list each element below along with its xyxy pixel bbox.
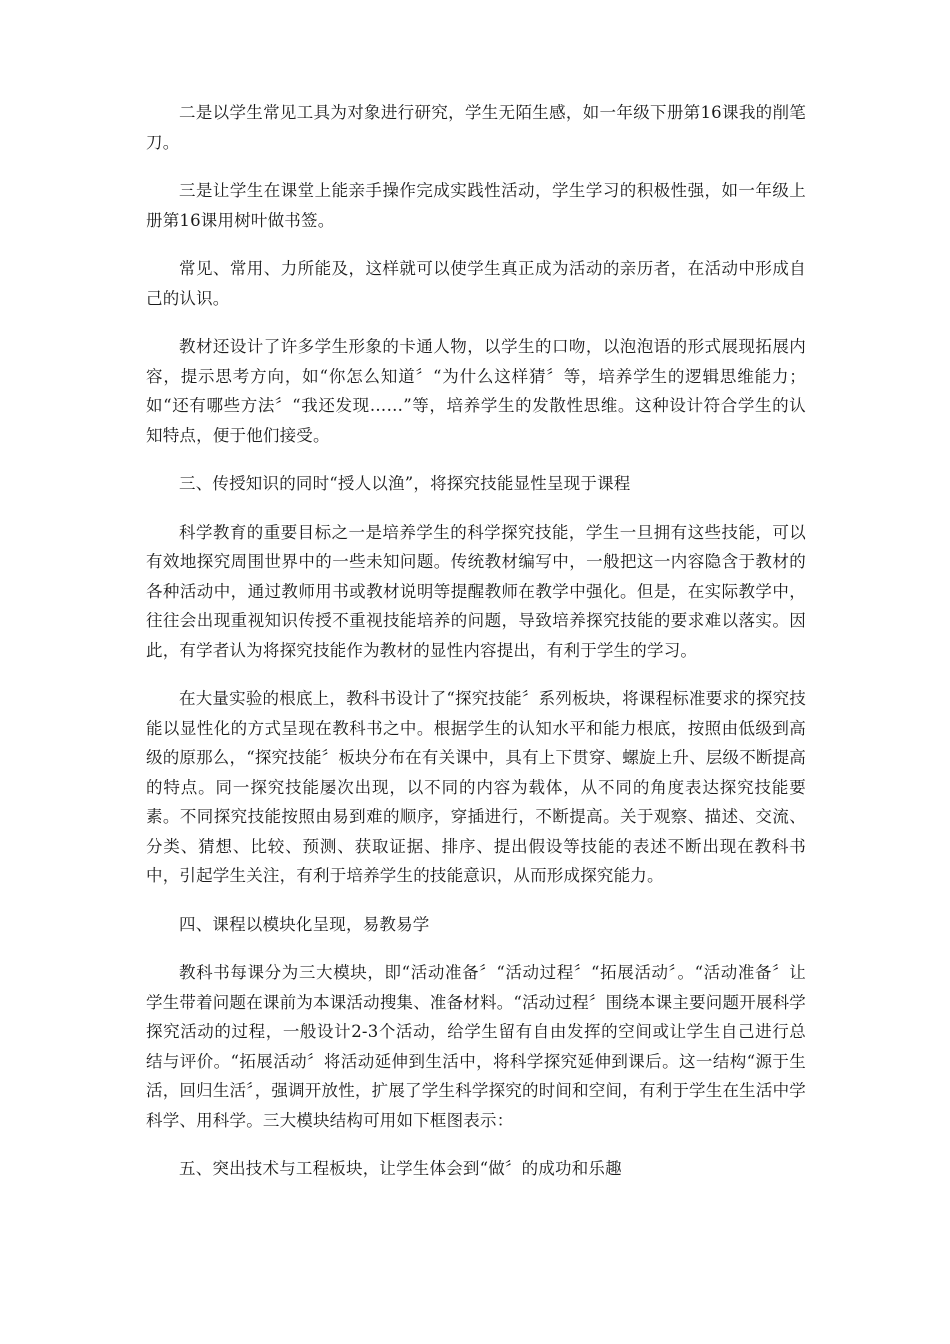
paragraph-cartoon-characters: 教材还设计了许多学生形象的卡通人物，以学生的口吻，以泡泡语的形式展现拓展内容，提示思考方向，如“你怎么知道〞“为什么这样猜〞等，培养学生的逻辑思维能力；如“还有哪些方法〞“我还发现……”等，培养学生的发散性思维。这种设计符合学生的认知特点，便于他们接受。 [146, 337, 806, 445]
paragraph-hands-on-activity: 三是让学生在课堂上能亲手操作完成实践性活动，学生学习的积极性强，如一年级上册第16课用树叶做书签。 [146, 181, 806, 230]
paragraph-three-modules: 教科书每课分为三大模块，即“活动准备〞“活动过程〞“拓展活动〞。“活动准备〞让学生带着问题在课前为本课活动搜集、准备材料。“活动过程〞围绕本课主要问题开展科学探究活动的过程，一般设计2-3个活动，给学生留有自由发挥的空间或让学生自己进行总结与评价。“拓展活动〞将活动延伸到生活中，将科学探究延伸到课后。这一结构“源于生活，回归生活〞，强调开放性，扩展了学生科学探究的时间和空间，有利于学生在生活中学科学、用科学。三大模块结构可用如下框图表示： [146, 963, 806, 1130]
paragraph-inquiry-skills-design: 在大量实验的根底上，教科书设计了“探究技能〞系列板块，将课程标准要求的探究技能以显性化的方式呈现在教科书之中。根据学生的认知水平和能力根底，按照由低级到高级的原那么，“探究技能〞板块分布在有关课中，具有上下贯穿、螺旋上升、层级不断提高的特点。同一探究技能屡次出现，以不同的内容为载体，从不同的角度表达探究技能要素。不同探究技能按照由易到难的顺序，穿插进行，不断提高。关于观察、描述、交流、分类、猜想、比较、预测、获取证据、排序、提出假设等技能的表述不断出现在教科书中，引起学生关注，有利于培养学生的技能意识，从而形成探究能力。 [146, 689, 806, 885]
section-heading-four: 四、课程以模块化呈现，易教易学 [179, 914, 430, 934]
section-heading-three: 三、传授知识的同时“授人以渔”，将探究技能显性呈现于课程 [179, 474, 631, 493]
document-page [146, 98, 806, 1203]
paragraph-tools-research: 二是以学生常见工具为对象进行研究，学生无陌生感，如一年级下册第16课我的削笔刀。 [146, 103, 806, 152]
paragraph-common-usage: 常见、常用、力所能及，这样就可以使学生真正成为活动的亲历者，在活动中形成自己的认识。 [146, 259, 806, 308]
paragraph-inquiry-skills-goal: 科学教育的重要目标之一是培养学生的科学探究技能，学生一旦拥有这些技能，可以有效地探究周围世界中的一些未知问题。传统教材编写中，一般把这一内容隐含于教材的各种活动中，通过教师用书或教材说明等提醒教师在教学中强化。但是，在实际教学中，往往会出现重视知识传授不重视技能培养的问题，导致培养探究技能的要求难以落实。因此，有学者认为将探究技能作为教材的显性内容提出，有利于学生的学习。 [146, 522, 806, 660]
section-heading-five: 五、突出技术与工程板块，让学生体会到“做〞的成功和乐趣 [179, 1159, 622, 1178]
